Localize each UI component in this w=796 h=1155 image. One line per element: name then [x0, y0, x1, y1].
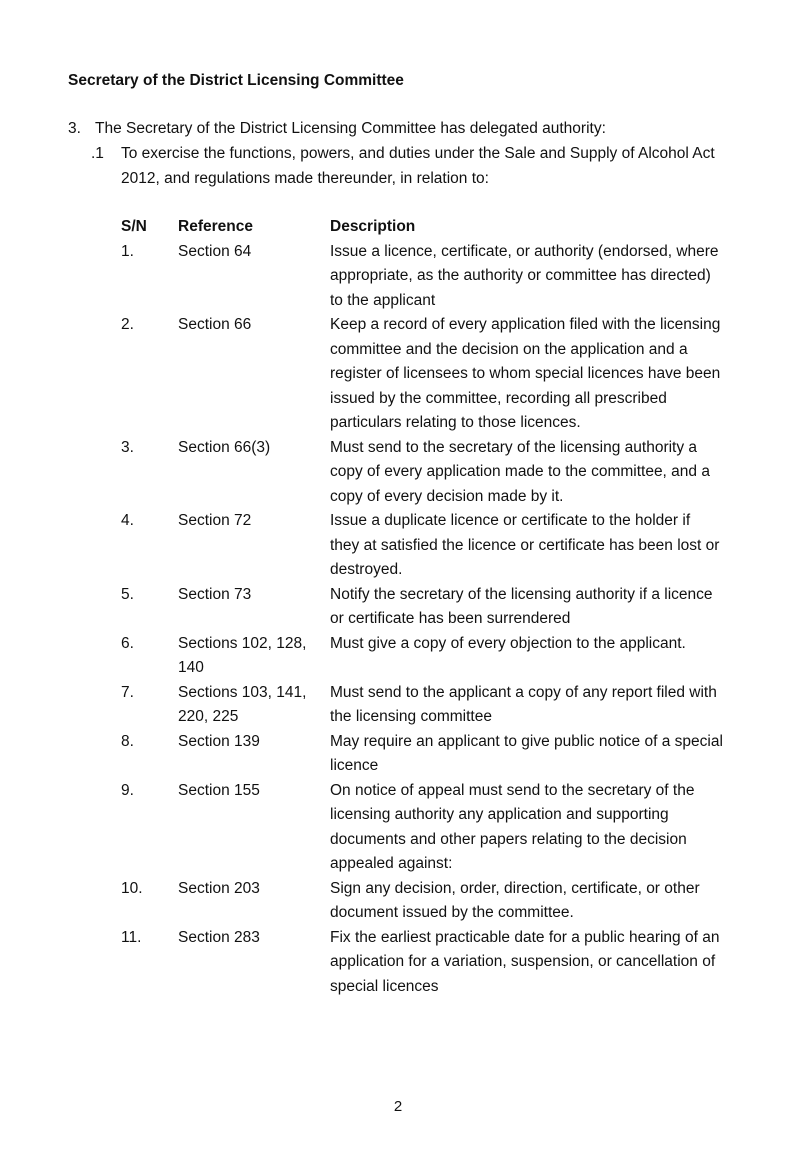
table-row: [121, 509, 723, 583]
row-reference: Section 283: [178, 928, 260, 946]
subparagraph-text: To exercise the functions, powers, and duties under the Sale and Supply of Alcohol Act 2012, and regulations made thereunder, in relation to:: [121, 145, 715, 187]
row-description: On notice of appeal must send to the secretary of the licensing authority any application and supporting documents and other papers relating to the decision appealed against:: [330, 781, 695, 872]
row-description: Keep a record of every application filed with the licensing committee and the decision on the application and a register of licensees to whom special licences have been issued by the committee, recording all prescribed particulars relating to those licences.: [330, 316, 721, 431]
table-row: [121, 632, 723, 681]
row-reference: Section 64: [178, 242, 252, 260]
row-sn: 10.: [121, 879, 143, 897]
row-sn: 7.: [121, 683, 134, 701]
row-description: Issue a licence, certificate, or authority (endorsed, where appropriate, as the authority or committee has directed) to the applicant: [330, 242, 719, 309]
row-description: Must send to the applicant a copy of any report filed with the licensing committee: [330, 683, 717, 725]
row-reference: Section 66: [178, 316, 252, 333]
table-row: [121, 313, 723, 436]
row-sn: 1.: [121, 242, 134, 260]
table-row: [121, 926, 723, 1000]
row-reference: Section 155: [178, 781, 260, 799]
paragraph-number: 3.: [68, 120, 81, 137]
table-row: [121, 877, 723, 926]
row-description: Notify the secretary of the licensing authority if a licence or certificate has been surrendered: [330, 585, 713, 627]
delegations-table: [121, 215, 723, 999]
table-row: [121, 436, 723, 510]
paragraph-text: The Secretary of the District Licensing Committee has delegated authority:: [95, 120, 606, 137]
row-sn: 4.: [121, 512, 134, 529]
row-sn: 9.: [121, 781, 134, 799]
table-row: [121, 681, 723, 730]
section-heading: Secretary of the District Licensing Committee: [68, 72, 404, 89]
row-description: Sign any decision, order, direction, certificate, or other document issued by the committee.: [330, 879, 700, 921]
page-number: 2: [393, 1098, 403, 1115]
row-sn: 8.: [121, 732, 134, 750]
row-description: May require an applicant to give public notice of a special licence: [330, 732, 723, 774]
row-reference: Sections 103, 141, 220, 225: [178, 683, 307, 725]
row-reference: Section 73: [178, 585, 252, 603]
row-reference: Section 203: [178, 879, 260, 897]
header-description: Description: [330, 218, 416, 235]
row-description: Must send to the secretary of the licensing authority a copy of every application made to the committee, and a copy of every decision made by it.: [330, 438, 710, 505]
row-reference: Section 139: [178, 732, 260, 750]
row-description: Must give a copy of every objection to the applicant.: [330, 634, 686, 652]
header-reference: Reference: [178, 218, 253, 235]
table-row: [121, 779, 723, 877]
row-sn: 2.: [121, 316, 134, 333]
row-description: Issue a duplicate licence or certificate to the holder if they at satisfied the licence or certificate has been lost or destroyed.: [330, 512, 720, 578]
row-reference: Section 72: [178, 512, 252, 529]
subparagraph-number: .1: [91, 145, 104, 162]
subparagraph-1: [91, 142, 741, 191]
row-sn: 6.: [121, 634, 134, 652]
row-description: Fix the earliest practicable date for a public hearing of an application for a variation, suspension, or cancellation of special licences: [330, 928, 720, 995]
row-reference: Sections 102, 128, 140: [178, 634, 307, 676]
row-sn: 11.: [121, 928, 142, 946]
table-row: [121, 730, 723, 779]
row-reference: Section 66(3): [178, 438, 271, 456]
header-sn: S/N: [121, 218, 147, 235]
row-sn: 5.: [121, 585, 134, 603]
table-header-row: [121, 215, 723, 240]
table-row: [121, 240, 723, 314]
table-row: [121, 583, 723, 632]
row-sn: 3.: [121, 438, 134, 456]
paragraph-3: [68, 117, 748, 142]
